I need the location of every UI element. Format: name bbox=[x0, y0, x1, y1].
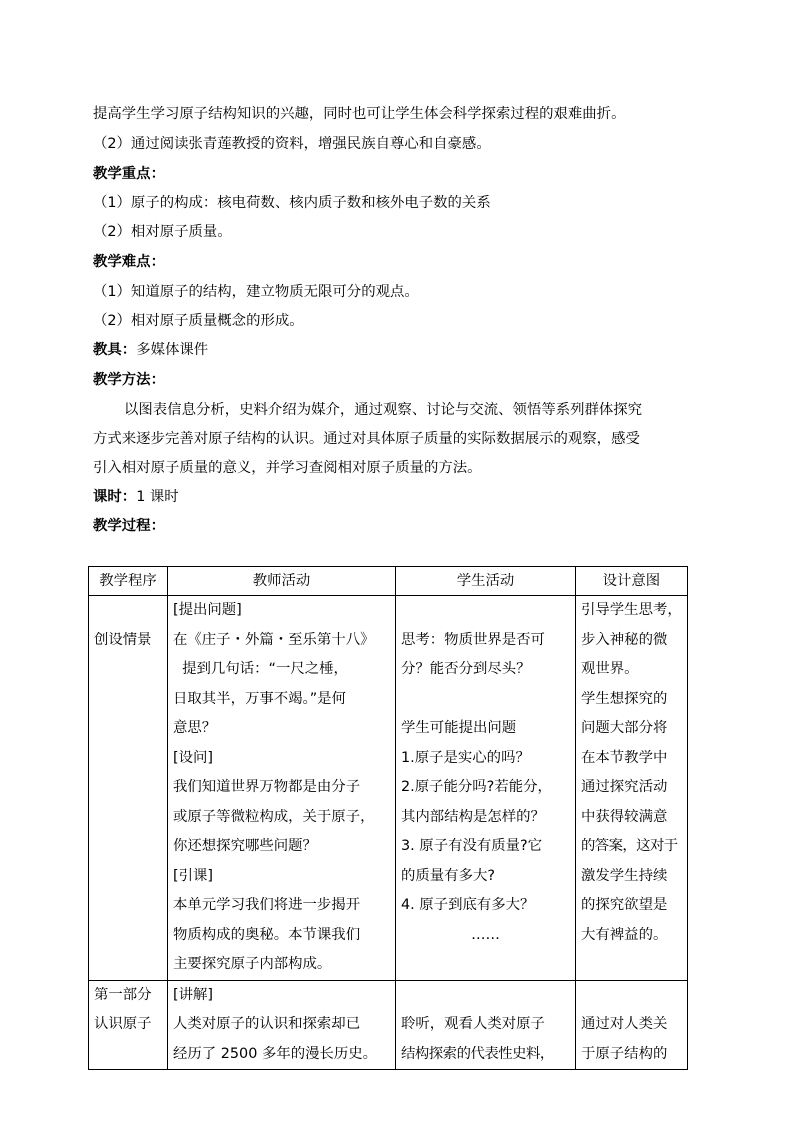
intent-line: 激发学生持续 bbox=[581, 867, 668, 884]
student-line bbox=[401, 981, 570, 1011]
teacher-line: [设问] bbox=[173, 749, 214, 766]
intent-line: 于原子结构的 bbox=[581, 1045, 668, 1062]
teacher-line: 在《庄子・外篇・至乐第十八》 bbox=[173, 631, 375, 648]
intent-line: 在本节教学中 bbox=[581, 749, 668, 766]
key-point-item-2: （2）相对原子质量。 bbox=[93, 224, 232, 240]
key-point-item-1: （1）原子的构成：核电荷数、核内质子数和核外电子数的关系 bbox=[93, 195, 491, 211]
intent-line: 中获得较满意 bbox=[581, 808, 668, 825]
student-line: 1.原子是实心的吗？ bbox=[401, 749, 530, 766]
student-line: 分？能否分到尽头？ bbox=[401, 661, 531, 677]
methods-line-3: 引入相对原子质量的意义，并学习查阅相对原子质量的方法。 bbox=[93, 460, 482, 476]
table-header-row bbox=[89, 567, 688, 596]
teacher-line: 本单元学习我们将进一步揭开 bbox=[173, 897, 361, 913]
intent-line: 的探究欲望是 bbox=[581, 897, 668, 913]
student-activity-cell bbox=[396, 596, 576, 981]
stage-line: 创设情景 bbox=[94, 631, 152, 648]
student-line: 2.原子能分吗?若能分， bbox=[401, 779, 552, 795]
student-line: 其内部结构是怎样的？ bbox=[401, 808, 545, 825]
tools-line bbox=[93, 340, 713, 360]
student-line bbox=[401, 596, 570, 626]
intro-line-2: （2）通过阅读张青莲教授的资料，增强民族自尊心和自豪感。 bbox=[93, 136, 491, 152]
process-heading: 教学过程： bbox=[93, 518, 165, 534]
intent-line: 引导学生思考， bbox=[581, 602, 682, 618]
intent-line: 的答案，这对于 bbox=[581, 838, 678, 854]
teacher-line: [引课] bbox=[173, 867, 214, 884]
intent-line: 大有裨益的。 bbox=[581, 926, 668, 943]
intent-line: 学生想探究的 bbox=[581, 690, 668, 707]
stage-cell bbox=[89, 980, 168, 1070]
student-line: 思考：物质世界是否可 bbox=[401, 631, 545, 648]
methods-line-2: 方式来逐步完善对原子结构的认识。通过对具体原子质量的实际数据展示的观察，感受 bbox=[93, 431, 640, 447]
intent-line bbox=[581, 981, 682, 1011]
teacher-line: 日取其半，万事不竭。”是何 bbox=[173, 690, 346, 707]
stage-line: 第一部分 bbox=[94, 986, 152, 1003]
teacher-line: 意思？ bbox=[173, 720, 217, 736]
teacher-line: 提到几句话：“一尺之棰， bbox=[173, 661, 348, 677]
stage-line: 认识原子 bbox=[94, 1016, 152, 1032]
student-line: 4. 原子到底有多大？ bbox=[401, 897, 535, 913]
student-line: 聆听，观看人类对原子 bbox=[401, 1016, 545, 1032]
key-points-heading: 教学重点： bbox=[93, 166, 165, 182]
difficulty-item-1: （1）知道原子的结构，建立物质无限可分的观点。 bbox=[93, 284, 419, 300]
design-intent-cell bbox=[576, 596, 688, 981]
teacher-activity-cell bbox=[168, 980, 396, 1070]
intent-line: 观世界。 bbox=[581, 661, 639, 677]
ellipsis-line: …… bbox=[471, 926, 500, 943]
lesson-process-table bbox=[88, 566, 688, 1070]
design-intent-cell bbox=[576, 980, 688, 1070]
methods-heading: 教学方法： bbox=[93, 372, 165, 388]
stage-cell bbox=[89, 596, 168, 981]
teacher-line: 你还想探究哪些问题？ bbox=[173, 838, 317, 854]
student-line: 结构探索的代表性史料， bbox=[401, 1045, 554, 1062]
tools-label: 教具： bbox=[93, 342, 137, 358]
difficulty-item-2: （2）相对原子质量概念的形成。 bbox=[93, 313, 304, 329]
period-label: 课时： bbox=[93, 489, 137, 505]
table-row bbox=[89, 980, 688, 1070]
student-line: 的质量有多大? bbox=[401, 867, 495, 884]
student-activity-cell bbox=[396, 980, 576, 1070]
intent-line: 步入神秘的微 bbox=[581, 631, 668, 648]
teacher-line: 或原子等微粒构成，关于原子， bbox=[173, 808, 375, 825]
teacher-line: 我们知道世界万物都是由分子 bbox=[173, 779, 361, 795]
teacher-activity-cell bbox=[168, 596, 396, 981]
teacher-line: 主要探究原子内部构成。 bbox=[173, 956, 332, 972]
intent-line: 通过对人类关 bbox=[581, 1016, 668, 1032]
teacher-line: 人类对原子的认识和探索却已 bbox=[173, 1016, 361, 1032]
table-row bbox=[89, 596, 688, 981]
period-value: 1 课时 bbox=[136, 489, 179, 505]
student-line bbox=[401, 685, 570, 715]
methods-line-1: 以图表信息分析，史料介绍为媒介，通过观察、讨论与交流、领悟等系列群体探究 bbox=[124, 402, 643, 418]
teacher-line: [讲解] bbox=[173, 986, 214, 1003]
stage-line bbox=[94, 596, 162, 626]
tools-value: 多媒体课件 bbox=[136, 342, 209, 358]
intent-line: 通过探究活动 bbox=[581, 779, 668, 795]
header-teacher-activity: 教师活动 bbox=[168, 567, 396, 596]
period-line bbox=[93, 487, 713, 507]
student-line: 学生可能提出问题 bbox=[401, 720, 517, 736]
teacher-line: 经历了 2500 多年的漫长历史。 bbox=[173, 1045, 378, 1062]
intro-line-1: 提高学生学习原子结构知识的兴趣，同时也可让学生体会科学探索过程的艰难曲折。 bbox=[93, 106, 626, 122]
header-student-activity: 学生活动 bbox=[396, 567, 576, 596]
teacher-line: [提出问题] bbox=[173, 602, 242, 618]
intent-line: 问题大部分将 bbox=[581, 720, 668, 736]
difficulties-heading: 教学难点： bbox=[93, 254, 165, 270]
header-procedure: 教学程序 bbox=[89, 567, 168, 596]
teacher-line: 物质构成的奥秘。本节课我们 bbox=[173, 926, 361, 943]
header-design-intent: 设计意图 bbox=[576, 567, 688, 596]
student-line: 3. 原子有没有质量?它 bbox=[401, 838, 543, 854]
